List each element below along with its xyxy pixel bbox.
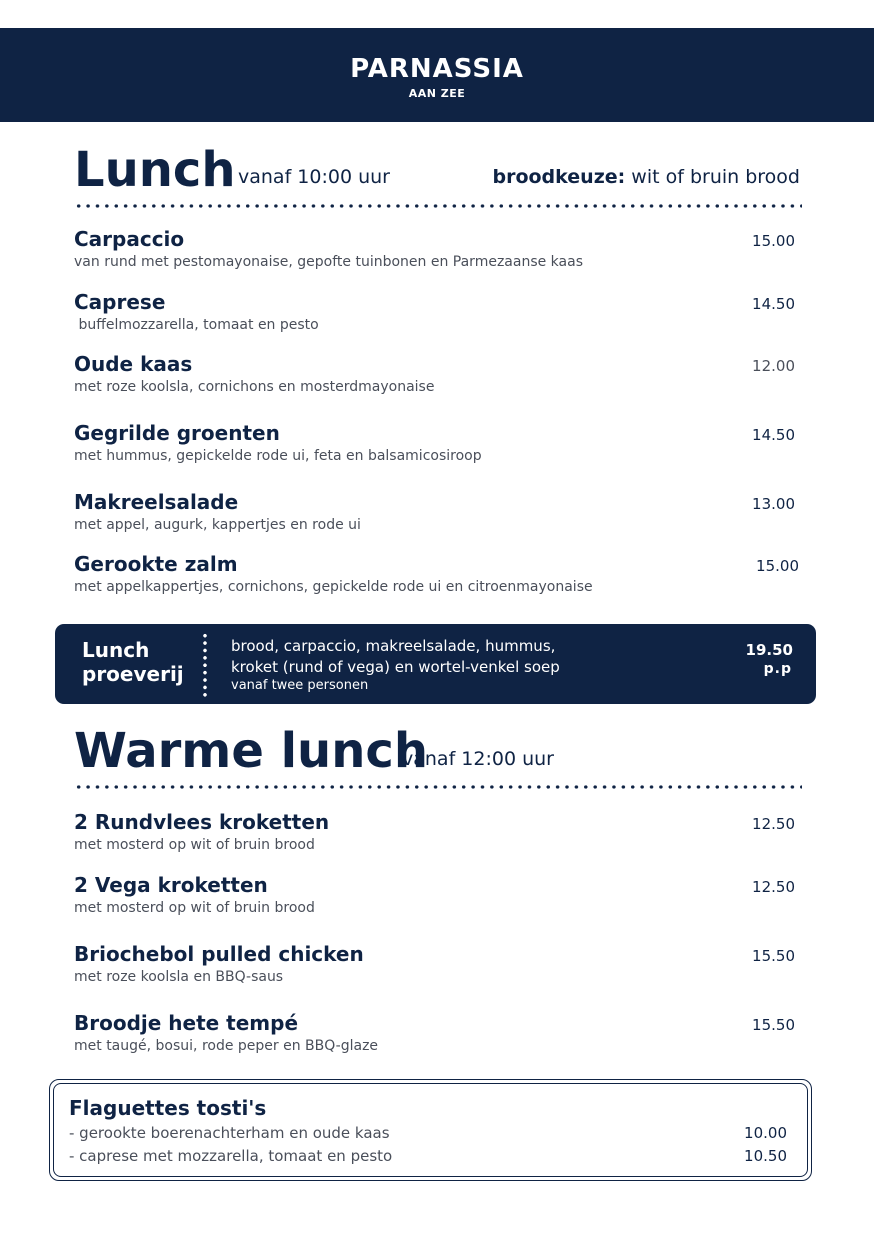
menu-item	[74, 227, 804, 273]
item-price: 14.50	[752, 426, 795, 444]
tosti-item-label: - caprese met mozzarella, tomaat en pesto	[69, 1147, 393, 1165]
warme-lunch-title: Warme lunch	[74, 723, 428, 779]
menu-item	[74, 873, 804, 919]
lunch-proeverij-box	[55, 624, 816, 704]
dotted-divider	[74, 204, 802, 208]
tosti-box	[49, 1079, 812, 1181]
lunch-title: Lunch	[74, 142, 236, 198]
proeverij-description-line2: kroket (rund of vega) en wortel-venkel soep	[231, 658, 560, 676]
menu-item	[74, 490, 804, 536]
menu-item	[74, 942, 804, 988]
item-description: met mosterd op wit of bruin brood	[74, 837, 315, 853]
item-name: Caprese	[74, 290, 166, 314]
item-name: Makreelsalade	[74, 490, 239, 514]
item-name: Carpaccio	[74, 227, 185, 251]
item-name: Briochebol pulled chicken	[74, 942, 364, 966]
brand-subtitle: AAN ZEE	[408, 87, 466, 100]
item-description: buffelmozzarella, tomaat en pesto	[74, 317, 319, 333]
menu-item	[74, 1011, 804, 1057]
item-price: 15.50	[752, 947, 795, 965]
item-price: 15.50	[752, 1016, 795, 1034]
bread-choice-label: broodkeuze:	[492, 166, 626, 188]
item-price: 15.00	[752, 232, 795, 250]
proeverij-note: vanaf twee personen	[231, 678, 369, 693]
proeverij-title-line1: Lunch	[82, 638, 150, 662]
menu-item	[74, 552, 804, 598]
proeverij-description-line1: brood, carpaccio, makreelsalade, hummus,	[231, 637, 556, 655]
item-price: 13.00	[752, 495, 795, 513]
vertical-dotted-divider	[202, 632, 208, 698]
item-price: 15.00	[756, 557, 799, 575]
proeverij-price: 19.50	[745, 641, 793, 659]
item-description: van rund met pestomayonaise, gepofte tuinbonen en Parmezaanse kaas	[74, 254, 583, 270]
item-description: met taugé, bosui, rode peper en BBQ-glaze	[74, 1038, 379, 1054]
item-name: 2 Rundvlees kroketten	[74, 810, 330, 834]
dotted-divider	[74, 785, 802, 789]
item-description: met appel, augurk, kappertjes en rode ui	[74, 517, 361, 533]
item-description: met mosterd op wit of bruin brood	[74, 900, 315, 916]
tosti-item-price: 10.50	[744, 1147, 787, 1165]
bread-choice-value: wit of bruin brood	[631, 166, 800, 188]
tosti-item-label: - gerookte boerenachterham en oude kaas	[69, 1124, 390, 1142]
item-description: met appelkappertjes, cornichons, gepickelde rode ui en citroenmayonaise	[74, 579, 593, 595]
tosti-inner-border	[53, 1083, 808, 1177]
item-name: Gerookte zalm	[74, 552, 238, 576]
bread-choice	[492, 166, 800, 188]
item-name: Broodje hete tempé	[74, 1011, 299, 1035]
tosti-item-price: 10.00	[744, 1124, 787, 1142]
menu-item	[74, 352, 804, 398]
item-description: met hummus, gepickelde rode ui, feta en balsamicosiroop	[74, 448, 482, 464]
menu-item	[74, 290, 804, 336]
item-name: Oude kaas	[74, 352, 193, 376]
item-price: 12.00	[752, 357, 795, 375]
proeverij-per-person: p.p	[763, 661, 792, 677]
item-description: met roze koolsla en BBQ-saus	[74, 969, 284, 985]
menu-item	[74, 421, 804, 467]
brand-name: PARNASSIA	[350, 54, 524, 84]
item-name: 2 Vega kroketten	[74, 873, 268, 897]
tosti-title: Flaguettes tosti's	[69, 1096, 267, 1120]
lunch-time: vanaf 10:00 uur	[238, 166, 390, 188]
item-price: 12.50	[752, 815, 795, 833]
warme-lunch-time: vanaf 12:00 uur	[402, 748, 554, 770]
proeverij-title	[82, 638, 192, 686]
proeverij-title-line2: proeverij	[82, 662, 184, 686]
item-price: 14.50	[752, 295, 795, 313]
item-price: 12.50	[752, 878, 795, 896]
header-banner	[0, 28, 874, 122]
item-name: Gegrilde groenten	[74, 421, 280, 445]
item-description: met roze koolsla, cornichons en mosterdmayonaise	[74, 379, 435, 395]
menu-item	[74, 810, 804, 856]
